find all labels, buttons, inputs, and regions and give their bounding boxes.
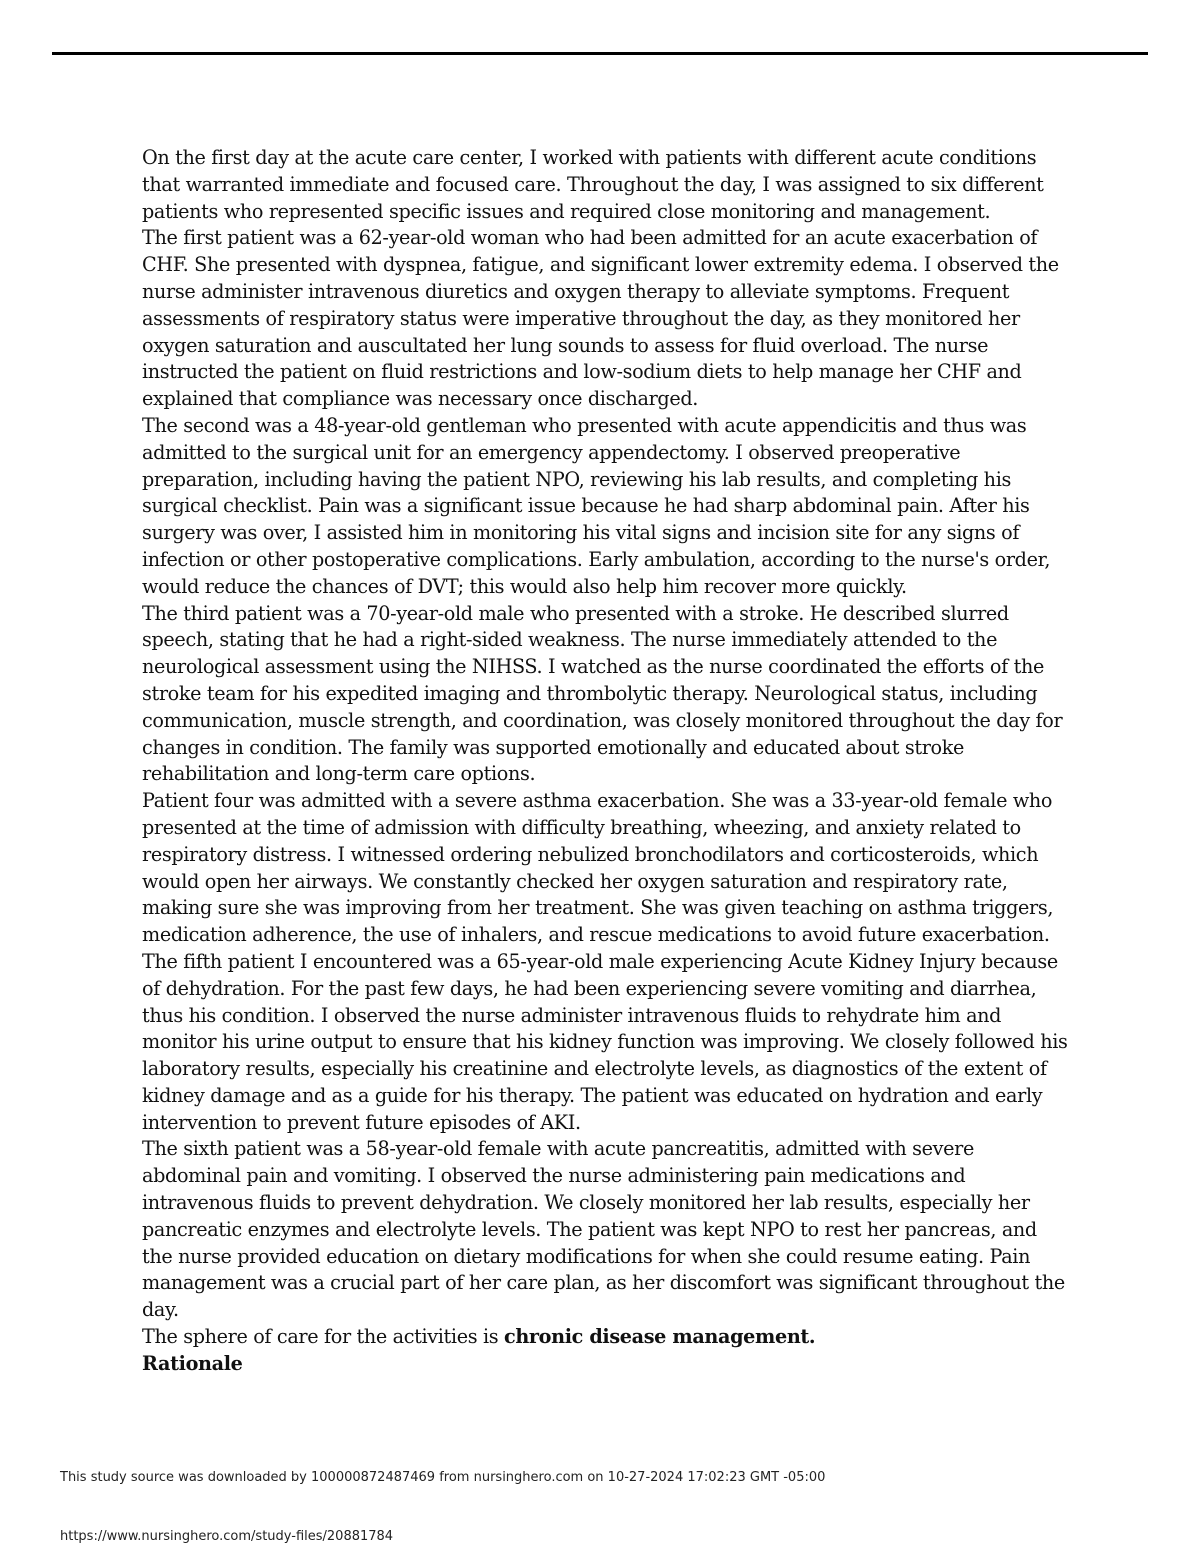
rationale-heading: Rationale bbox=[142, 1351, 243, 1375]
sphere-of-care-statement bbox=[142, 1324, 1072, 1351]
paragraph-patient-six: The sixth patient was a 58-year-old female with acute pancreatitis, admitted with severe abdominal pain and vomiting. I observed the nurse administering pain medications and intravenous fluids to prevent dehydration. We closely monitored her lab results, especially her pancreatic enzymes and electrolyte levels. The patient was kept NPO to rest her pancreas, and the nurse provided education on dietary modifications for when she could resume eating. Pain management was a crucial part of her care plan, as her discomfort was significant throughout the day. bbox=[142, 1137, 1065, 1322]
sphere-prefix: The sphere of care for the activities is bbox=[142, 1325, 504, 1349]
paragraph-patient-one: The first patient was a 62-year-old woman who had been admitted for an acute exacerbation of CHF. She presented with dyspnea, fatigue, and significant lower extremity edema. I observed the nurse administer intravenous diuretics and oxygen therapy to alleviate symptoms. Frequent assessments of respiratory status were imperative throughout the day, as they monitored her oxygen saturation and auscultated her lung sounds to assess for fluid overload. The nurse instructed the patient on fluid restrictions and low-sodium diets to help manage her CHF and explained that compliance was necessary once discharged. bbox=[142, 226, 1059, 411]
study-file-link[interactable]: https://www.nursinghero.com/study-files/20881784 bbox=[60, 1529, 394, 1544]
paragraph-patient-four: Patient four was admitted with a severe asthma exacerbation. She was a 33-year-old female who presented at the time of admission with difficulty breathing, wheezing, and anxiety related to respiratory distress. I witnessed ordering nebulized bronchodilators and corticosteroids, which would open her airways. We constantly checked her oxygen saturation and respiratory rate, making sure she was improving from her treatment. She was given teaching on asthma triggers, medication adherence, the use of inhalers, and rescue medications to avoid future exacerbation. bbox=[142, 789, 1054, 947]
header-divider bbox=[52, 52, 1148, 55]
sphere-value: chronic disease management. bbox=[503, 1325, 816, 1349]
paragraph-patient-five: The fifth patient I encountered was a 65-year-old male experiencing Acute Kidney Injury because of dehydration. For the past few days, he had been experiencing severe vomiting and diarrhea, thus his condition. I observed the nurse administer intravenous fluids to rehydrate him and monitor his urine output to ensure that his kidney function was improving. We closely followed his laboratory results, especially his creatinine and electrolyte levels, as diagnostics of the extent of kidney damage and as a guide for his therapy. The patient was educated on hydration and early intervention to prevent future episodes of AKI. bbox=[142, 949, 1068, 1134]
download-source-note: This study source was downloaded by 100000872487469 from nursinghero.com on 10-27-2024 17:02:23 GMT -05:00 bbox=[60, 1470, 826, 1485]
document-body bbox=[142, 145, 1072, 1378]
paragraph-patient-two: The second was a 48-year-old gentleman who presented with acute appendicitis and thus was admitted to the surgical unit for an emergency appendectomy. I observed preoperative preparation, including having the patient NPO, reviewing his lab results, and completing his surgical checklist. Pain was a significant issue because he had sharp abdominal pain. After his surgery was over, I assisted him in monitoring his vital signs and incision site for any signs of infection or other postoperative complications. Early ambulation, according to the nurse's order, would reduce the chances of DVT; this would also help him recover more quickly. bbox=[142, 413, 1051, 598]
paragraph-patient-three: The third patient was a 70-year-old male who presented with a stroke. He described slurred speech, stating that he had a right-sided weakness. The nurse immediately attended to the neurological assessment using the NIHSS. I watched as the nurse coordinated the efforts of the stroke team for his expedited imaging and thrombolytic therapy. Neurological status, including communication, muscle strength, and coordination, was closely monitored throughout the day for changes in condition. The family was supported emotionally and educated about stroke rehabilitation and long-term care options. bbox=[142, 601, 1063, 786]
paragraph-intro: On the first day at the acute care center, I worked with patients with different acute conditions that warranted immediate and focused care. Throughout the day, I was assigned to six different patients who represented specific issues and required close monitoring and management. bbox=[142, 146, 1044, 223]
